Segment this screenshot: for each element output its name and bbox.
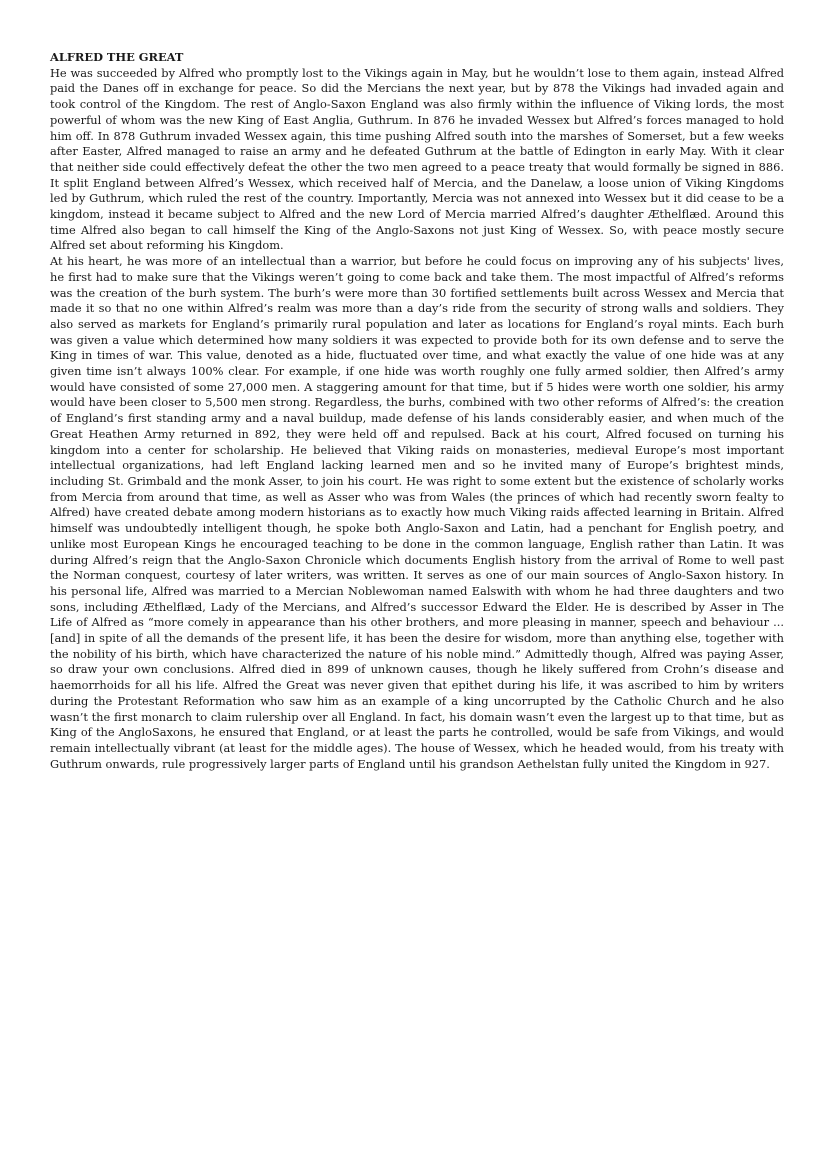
document-page: [50, 50, 784, 772]
paragraph-alfred-reign: He was succeeded by Alfred who promptly lost to the Vikings again in May, but he wouldn’t lose to them again, instead Alfred paid the Danes off in exchange for peace. So did the Mercians the next year, but by 878 the Vikings had invaded again and took control of the Kingdom. The rest of Anglo-Saxon England was also firmly within the influence of Viking lords, the most powerful of whom was the new King of East Anglia, Guthrum. In 876 he invaded Wessex but Alfred’s forces managed to hold him off. In 878 Guthrum invaded Wessex again, this time pushing Alfred south into the marshes of Somerset, but a few weeks after Easter, Alfred managed to raise an army and he defeated Guthrum at the battle of Edington in early May. With it clear that neither side could effectively defeat the other the two men agreed to a peace treaty that would formally be signed in 886. It split England between Alfred’s Wessex, which received half of Mercia, and the Danelaw, a loose union of Viking Kingdoms led by Guthrum, which ruled the rest of the country. Importantly, Mercia was not annexed into Wessex but it did cease to be a kingdom, instead it became subject to Alfred and the new Lord of Mercia married Alfred’s daughter Æthelflæd. Around this time Alfred also began to call himself the King of the Anglo-Saxons not just King of Wessex. So, with peace mostly secure Alfred set about reforming his Kingdom.: [50, 65, 784, 253]
document-title: ALFRED THE GREAT: [50, 50, 184, 64]
paragraph-alfred-reforms: At his heart, he was more of an intellectual than a warrior, but before he could focus on improving any of his subjects' lives, he first had to make sure that the Vikings weren’t going to come back and take them. The most impactful of Alfred’s reforms was the creation of the burh system. The burh’s were more than 30 fortified settlements built across Wessex and Mercia that made it so that no one within Alfred’s realm was more than a day’s ride from the security of strong walls and soldiers. They also served as markets for England’s primarily rural population and later as locations for England’s royal mints. Each burh was given a value which determined how many soldiers it was expected to provide both for its own defense and to serve the King in times of war. This value, denoted as a hide, fluctuated over time, and what exactly the value of one hide was at any given time isn’t always 100% clear. For example, if one hide was worth roughly one fully armed soldier, then Alfred’s army would have consisted of some 27,000 men. A staggering amount for that time, but if 5 hides were worth one soldier, his army would have been closer to 5,500 men strong. Regardless, the burhs, combined with two other reforms of Alfred’s: the creation of England’s first standing army and a naval buildup, made defense of his lands considerably easier, and when much of the Great Heathen Army returned in 892, they were held off and repulsed. Back at his court, Alfred focused on turning his kingdom into a center for scholarship. He believed that Viking raids on monasteries, medieval Europe’s most important intellectual organizations, had left England lacking learned men and so he invited many of Europe’s brightest minds, including St. Grimbald and the monk Asser, to join his court. He was right to some extent but the existence of scholarly works from Mercia from around that time, as well as Asser who was from Wales (the princes of which had recently sworn fealty to Alfred) have created debate among modern historians as to exactly how much Viking raids affected learning in Britain. Alfred himself was undoubtedly intelligent though, he spoke both Anglo-Saxon and Latin, had a penchant for English poetry, and unlike most European Kings he encouraged teaching to be done in the common language, English rather than Latin. It was during Alfred’s reign that the Anglo-Saxon Chronicle which documents English history from the arrival of Rome to well past the Norman conquest, courtesy of later writers, was written. It serves as one of our main sources of Anglo-Saxon history. In his personal life, Alfred was married to a Mercian Noblewoman named Ealswith with whom he had three daughters and two sons, including Æthelflæd, Lady of the Mercians, and Alfred’s successor Edward the Elder. He is described by Asser in The Life of Alfred as “more comely in appearance than his other brothers, and more pleasing in manner, speech and behaviour ... [and] in spite of all the demands of the present life, it has been the desire for wisdom, more than anything else, together with the nobility of his birth, which have characterized the nature of his noble mind.” Admittedly though, Alfred was paying Asser, so draw your own conclusions. Alfred died in 899 of unknown causes, though he likely suffered from Crohn’s disease and haemorrhoids for all his life. Alfred the Great was never given that epithet during his life, it was ascribed to him by writers during the Protestant Reformation who saw him as an example of a king uncorrupted by the Catholic Church and he also wasn’t the first monarch to claim rulership over all England. In fact, his domain wasn’t even the largest up to that time, but as King of the AngloSaxons, he ensured that England, or at least the parts he controlled, would be safe from Vikings, and would remain intellectually vibrant (at least for the middle ages). The house of Wessex, which he headed would, from his treaty with Guthrum onwards, rule progressively larger parts of England until his grandson Aethelstan fully united the Kingdom in 927.: [50, 254, 784, 771]
